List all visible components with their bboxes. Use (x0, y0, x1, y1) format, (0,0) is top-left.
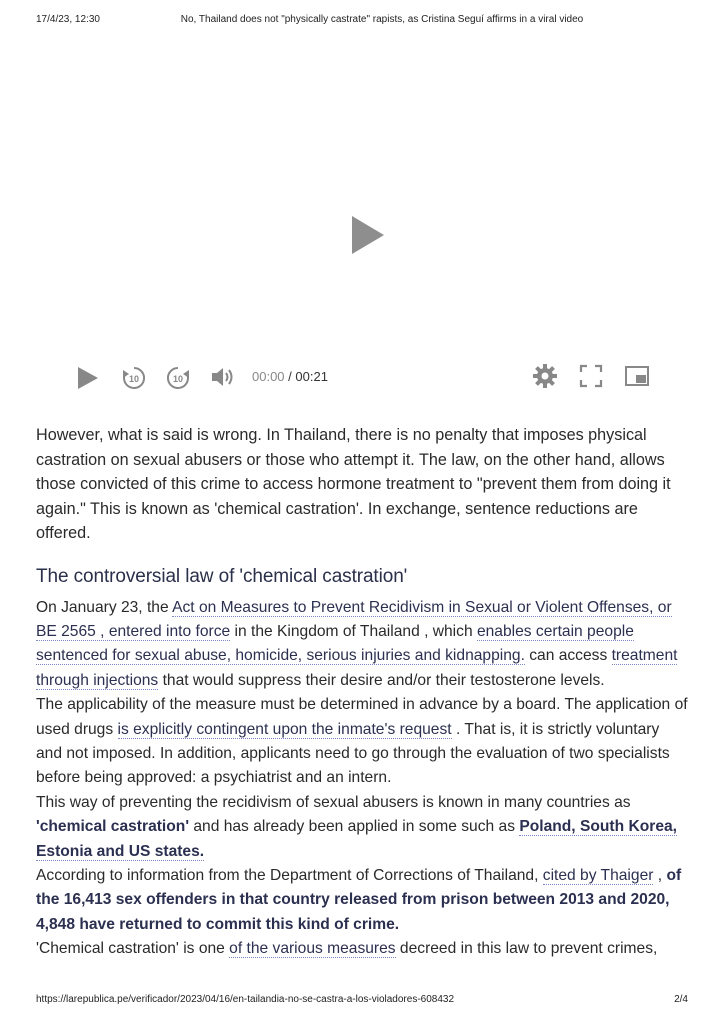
bold-term: 'chemical castration' (36, 818, 190, 836)
countries-link[interactable]: Poland, South Korea, Estonia and US states. (36, 818, 678, 860)
paragraph-statistics (36, 864, 688, 937)
text: can access (524, 647, 612, 665)
current-time: 00:00 (252, 369, 285, 384)
text: in the Kingdom of Thailand , which (230, 622, 477, 640)
time-display (252, 369, 328, 384)
eligibility-link[interactable]: enables certain people sentenced for sexual abuse, homicide, serious injuries and kidnapping. (36, 622, 634, 665)
article-body (36, 423, 688, 962)
play-icon[interactable] (76, 365, 100, 391)
play-icon[interactable] (350, 214, 386, 256)
text: . That is, it is strictly voluntary and not imposed. In addition, applicants need to go through the evaluation of two specialists before being approved: a psychiatrist and an intern. (36, 720, 670, 787)
voluntary-link[interactable]: is explicitly contingent upon the inmate's request (117, 720, 452, 738)
page-number: 2/4 (674, 994, 688, 1005)
text: This way of preventing the recidivism of sexual abusers is known in many countries as (36, 793, 631, 811)
print-footer (36, 994, 688, 1005)
text: According to information from the Department of Corrections of Thailand, (36, 866, 543, 884)
svg-text:10: 10 (128, 374, 140, 384)
paragraph-measures (36, 937, 688, 961)
time-separator: / (284, 369, 296, 384)
paragraph-countries (36, 791, 688, 864)
text: decreed in this law to prevent crimes, (395, 940, 658, 958)
page-url: https://larepublica.pe/verificador/2023/04/16/en-tailandia-no-se-castra-a-los-violadores-608432 (36, 994, 455, 1005)
act-link[interactable]: Act on Measures to Prevent Recidivism in Sexual or Violent Offenses, or BE 2565 , entered into force (36, 598, 672, 640)
intro-paragraph: However, what is said is wrong. In Thailand, there is no penalty that imposes physical castration on sexual abusers or those who attempt it. The law, on the other hand, allows those convicted of this crime to access hormone treatment to "prevent them from doing it again." This is known as 'chemical castration'. In exchange, sentence reductions are offered. (36, 426, 671, 542)
section-heading: The controversial law of 'chemical castration' (36, 565, 408, 587)
measures-link[interactable]: of the various measures (229, 940, 396, 958)
print-title: No, Thailand does not "physically castrate" rapists, as Cristina Seguí affirms in a viral video (180, 14, 584, 25)
player-controls (36, 360, 688, 394)
treatment-link[interactable]: treatment through injections (36, 647, 678, 689)
text: On January 23, the (36, 598, 173, 616)
forward-10-icon[interactable] (164, 364, 192, 392)
text: that would suppress their desire and/or their testosterone levels. (158, 671, 605, 689)
text: and has already been applied in some such as (189, 818, 520, 836)
picture-in-picture-icon[interactable] (624, 364, 650, 388)
duration: 00:21 (295, 369, 328, 384)
text: The applicability of the measure must be determined in advance by a board. The application of used drugs (36, 696, 688, 738)
text: 'Chemical castration' is one (36, 940, 230, 958)
volume-icon[interactable] (210, 365, 236, 389)
paragraph-applicability (36, 693, 688, 791)
svg-text:10: 10 (172, 374, 184, 384)
rewind-10-icon[interactable] (120, 364, 148, 392)
gear-icon[interactable] (532, 363, 558, 389)
print-date: 17/4/23, 12:30 (36, 14, 100, 25)
video-player[interactable] (36, 40, 688, 410)
bold-statistic: of the 16,413 sex offenders in that country released from prison between 2013 and 2020, 4,848 have returned to commit this kind of crime. (36, 866, 682, 933)
thaiger-link[interactable]: cited by Thaiger (542, 866, 654, 884)
print-header (0, 14, 724, 28)
paragraph-act (36, 596, 688, 694)
fullscreen-icon[interactable] (578, 363, 604, 389)
text: , (653, 866, 667, 884)
